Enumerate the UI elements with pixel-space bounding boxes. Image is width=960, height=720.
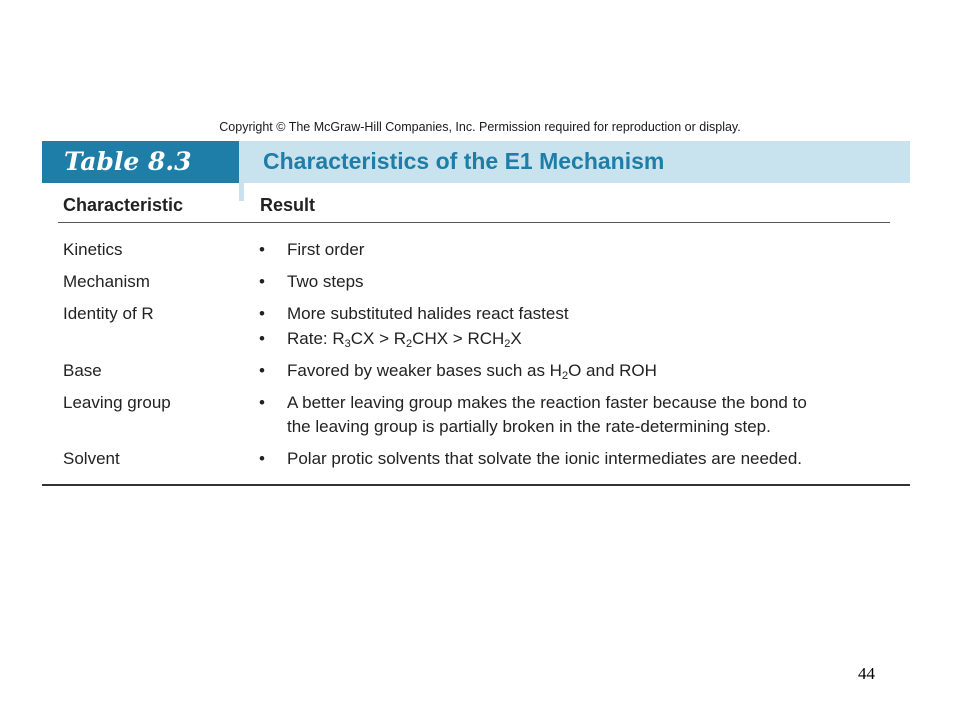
rate-middle-2: CHX > RCH <box>412 329 505 348</box>
row-label-base: Base <box>63 361 102 380</box>
rate-middle-1: CX > R <box>350 329 407 348</box>
base-prefix: Favored by weaker bases such as H <box>287 361 562 380</box>
row-label-mechanism: Mechanism <box>63 272 150 291</box>
result-kinetics: First order <box>287 240 365 259</box>
table-bottom-rule <box>42 484 910 486</box>
result-leaving-group-line2: the leaving group is partially broken in the rate-determining step. <box>287 417 771 436</box>
table-label: Table 8.3 <box>64 147 192 176</box>
table-title: Characteristics of the E1 Mechanism <box>263 148 665 174</box>
row-label-solvent: Solvent <box>63 449 120 468</box>
row-label-kinetics: Kinetics <box>63 240 123 259</box>
bullet: • <box>259 361 265 380</box>
result-leaving-group-line1: A better leaving group makes the reaction faster because the bond to <box>287 393 807 412</box>
base-suffix: O and ROH <box>568 361 657 380</box>
header-rule <box>58 222 890 223</box>
bullet: • <box>259 329 265 348</box>
banner-divider <box>239 141 244 201</box>
result-identity-of-r-rate <box>287 327 522 350</box>
bullet: • <box>259 449 265 468</box>
rate-prefix: Rate: R <box>287 329 345 348</box>
result-base <box>287 359 657 382</box>
copyright-notice: Copyright © The McGraw-Hill Companies, Inc. Permission required for reproduction or display. <box>219 120 741 134</box>
column-header-result: Result <box>260 195 316 215</box>
bullet: • <box>259 304 265 323</box>
base-subscript: 2 <box>561 370 569 382</box>
rate-subscript-1: 3 <box>344 338 351 350</box>
row-label-leaving-group: Leaving group <box>63 393 171 412</box>
bullet: • <box>259 272 265 291</box>
rate-subscript-3: 2 <box>504 338 511 350</box>
result-mechanism: Two steps <box>287 272 364 291</box>
bullet: • <box>259 240 265 259</box>
table-title-banner <box>42 141 910 183</box>
bullet: • <box>259 393 265 412</box>
row-label-identity-of-r: Identity of R <box>63 304 154 323</box>
table-label-box <box>42 141 239 183</box>
rate-subscript-2: 2 <box>406 338 413 350</box>
rate-end: X <box>510 329 522 348</box>
result-solvent: Polar protic solvents that solvate the ionic intermediates are needed. <box>287 449 803 468</box>
column-header-characteristic: Characteristic <box>63 195 184 215</box>
page-number: 44 <box>858 664 875 683</box>
result-identity-of-r-1: More substituted halides react fastest <box>287 304 569 323</box>
